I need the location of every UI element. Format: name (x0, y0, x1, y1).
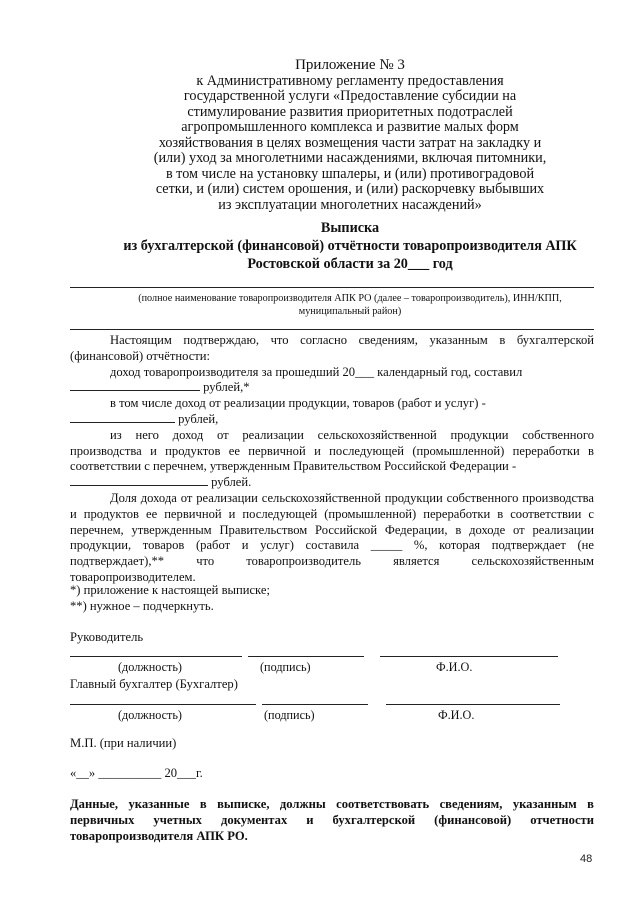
title-line: из бухгалтерской (финансовой) отчётности товаропроизводителя АПК (123, 238, 577, 254)
title-line: Выписка (320, 220, 380, 236)
income-share: Доля дохода от реализации сельскохозяйственной продукции собственного производства и продуктов ее первичной и последующей (промышленной) переработки в соответствии с перечнем, утвержденным Правительством Российской Федерации, в доходе от реализации продукции, товаров (работ и услуг) составила _____ %, которая подтверждает (не подтверждает),** что товаропроизводитель является сельскохозяйственным товаропроизводителем. (70, 490, 594, 584)
income-total: доход товаропроизводителя за прошедший 20___ календарный год, составил (110, 364, 523, 379)
income-total-field[interactable] (70, 380, 200, 391)
head-fio-line[interactable] (380, 656, 558, 657)
statement-body (70, 333, 594, 586)
appendix-line: агропромышленного комплекса и развитие малых форм (181, 119, 519, 135)
income-sales-amount (70, 412, 594, 428)
footnote-2: **) нужное – подчеркнуть. (70, 599, 214, 613)
appendix-line: (или) уход за многолетними насаждениями, включая питомники, (153, 150, 547, 166)
producer-caption (90, 292, 610, 318)
appendix-line: государственной услуги «Предоставление субсидии на (183, 88, 517, 104)
accountant-signature-caption: (подпись) (264, 708, 315, 722)
date-field[interactable]: «__» __________ 20___г. (70, 766, 203, 780)
appendix-line: из эксплуатации многолетних насаждений» (218, 196, 482, 213)
caption-line: (полное наименование товаропроизводителя АПК РО (далее – товаропроизводитель), ИНН/КПП, (138, 293, 562, 304)
title-line: Ростовской области за 20___ год (247, 256, 453, 272)
accountant-fio-caption: Ф.И.О. (438, 708, 475, 722)
head-fio-caption: Ф.И.О. (436, 660, 473, 674)
document-title (60, 219, 640, 273)
income-agri: из него доход от реализации сельскохозяйственной продукции собственного производства и продуктов ее первичной и последующей (промышленной) переработки в соответствии с перечнем, утвержденным Правительством Российской Федерации - (70, 427, 594, 474)
appendix-line: стимулирование развития приоритетных подотраслей (187, 103, 513, 120)
stamp-label: М.П. (при наличии) (70, 736, 177, 750)
head-position-caption: (должность) (118, 660, 182, 674)
income-agri-unit: рублей. (211, 475, 252, 490)
accountant-position-line[interactable] (70, 704, 256, 705)
appendix-line: сетки, и (или) систем орошения, и (или) раскорчевку выбывших (155, 181, 545, 197)
producer-name-line-2[interactable] (70, 329, 594, 330)
footnotes (70, 582, 270, 614)
income-agri-field[interactable] (70, 475, 208, 486)
appendix-line: к Административному регламенту предоставления (196, 72, 504, 89)
appendix-header (150, 58, 550, 213)
head-label: Руководитель (70, 630, 144, 644)
income-sales-unit: рублей, (178, 411, 219, 426)
appendix-line: в том числе на установку шпалеры, и (или) противоградовой (165, 165, 535, 182)
income-agri-amount (70, 475, 594, 491)
final-note: Данные, указанные в выписке, должны соответствовать сведениям, указанным в первичных учетных документах и бухгалтерской (финансовой) отчетности товаропроизводителя АПК РО. (70, 797, 594, 843)
accountant-fio-line[interactable] (386, 704, 560, 705)
head-signature-caption: (подпись) (260, 660, 311, 674)
appendix-number: Приложение № 3 (295, 57, 405, 73)
producer-name-line[interactable] (70, 287, 594, 288)
appendix-line: хозяйствования в целях возмещения части затрат на закладку и (158, 134, 542, 151)
income-sales-field[interactable] (70, 412, 175, 423)
chief-accountant-label: Главный бухгалтер (Бухгалтер) (70, 677, 238, 691)
head-position-line[interactable] (70, 656, 242, 657)
head-signature-line[interactable] (248, 656, 364, 657)
accountant-signature-line[interactable] (262, 704, 368, 705)
caption-line: муниципальный район) (298, 306, 402, 317)
income-sales: в том числе доход от реализации продукции, товаров (работ и услуг) - (110, 396, 486, 411)
footnote-1: *) приложение к настоящей выписке; (70, 583, 270, 597)
income-total-amount (70, 380, 594, 396)
accountant-position-caption: (должность) (118, 708, 182, 722)
statement-intro: Настоящим подтверждаю, что согласно сведениям, указанным в бухгалтерской (финансовой) отчётности: (70, 333, 594, 363)
page-number: 48 (580, 853, 593, 865)
income-total-unit: рублей,* (203, 380, 250, 395)
